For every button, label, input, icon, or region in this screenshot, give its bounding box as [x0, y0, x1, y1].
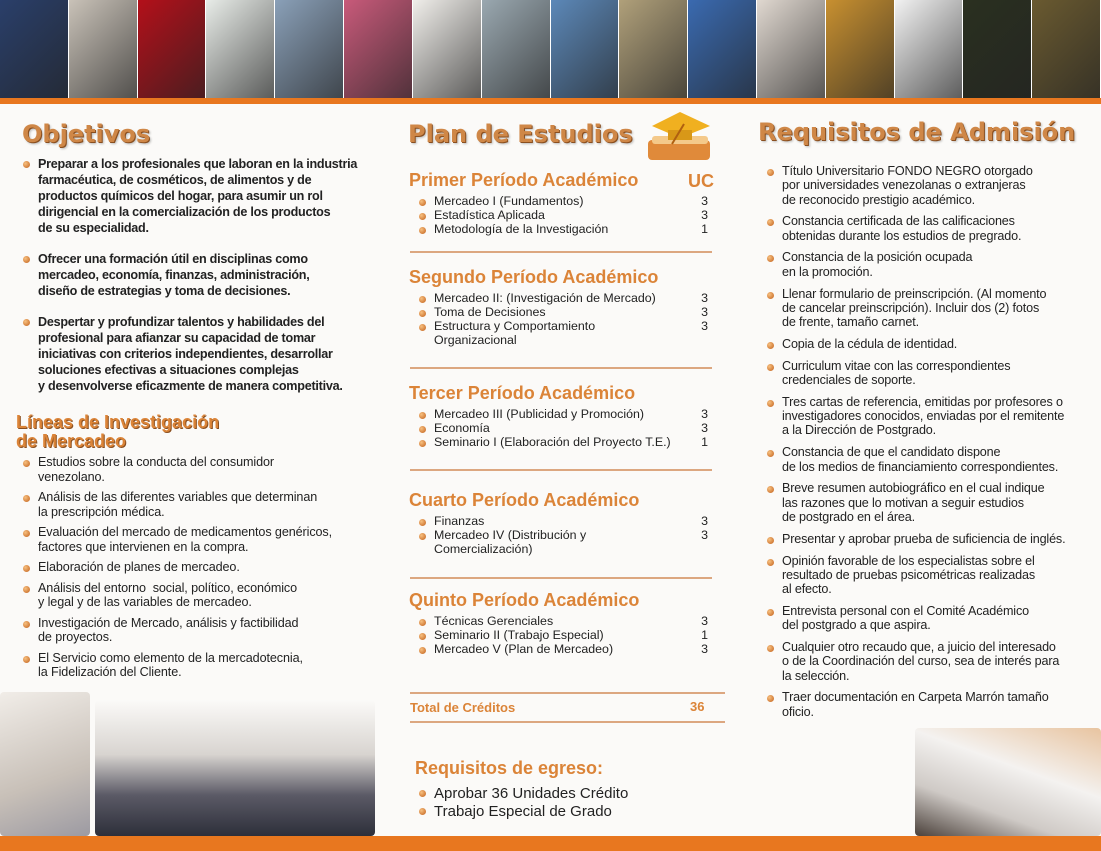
list-item: Estudios sobre la conducta del consumidor venezolano. [22, 455, 401, 484]
course-uc: 3 [701, 194, 708, 208]
course-item [418, 514, 708, 528]
lineas-list [22, 455, 401, 686]
course-name: Mercadeo V (Plan de Mercadeo) [434, 642, 614, 656]
list-item: Ofrecer una formación útil en disciplinas como mercadeo, economía, finanzas, administración, diseño de estrategias y toma de decisiones. [22, 251, 401, 299]
course-name: Economía [434, 421, 490, 435]
period-title: Tercer Período Académico [409, 383, 636, 403]
course-item [418, 642, 708, 656]
period-title: Cuarto Período Académico [409, 490, 640, 510]
course-list [418, 194, 708, 236]
list-item: Aprobar 36 Unidades Crédito [418, 785, 718, 803]
top-orange-bar [0, 98, 1101, 104]
course-uc: 1 [701, 222, 708, 236]
course-name: Mercadeo II: (Investigación de Mercado) [434, 291, 656, 305]
course-item [418, 291, 708, 305]
course-name: Seminario I (Elaboración del Proyecto T.E.) [434, 435, 671, 449]
course-uc: 3 [701, 614, 708, 628]
course-item [418, 421, 708, 435]
header-photo [1032, 0, 1101, 98]
list-item: Evaluación del mercado de medicamentos genéricos, factores que intervienen en la compra. [22, 525, 401, 554]
course-name: Mercadeo I (Fundamentos) [434, 194, 584, 208]
header-photo [895, 0, 964, 98]
header-photo [275, 0, 344, 98]
course-uc: 1 [701, 628, 708, 642]
course-item [418, 222, 708, 236]
header-photo [206, 0, 275, 98]
list-item: Constancia de que el candidato dispone de los medios de financiamiento correspondientes. [766, 445, 1101, 474]
list-item: Preparar a los profesionales que laboran en la industria farmacéutica, de cosméticos, de alimentos y de productos químicos del hogar, para asumir un rol dirigencial en la comercialización de los productos de su especialidad. [22, 156, 401, 236]
course-uc: 3 [701, 407, 708, 421]
divider [410, 251, 712, 253]
course-list [418, 291, 708, 347]
course-list [418, 614, 708, 656]
admision-title: Requisitos de Admisión [758, 118, 1076, 146]
course-item [418, 614, 708, 628]
list-item: Trabajo Especial de Grado [418, 803, 718, 821]
course-item [418, 435, 708, 449]
left-column [16, 120, 401, 686]
list-item: Presentar y aprobar prueba de suficiencia de inglés. [766, 532, 1101, 546]
list-item: Investigación de Mercado, análisis y factibilidad de proyectos. [22, 616, 401, 645]
list-item: Opinión favorable de los especialistas sobre el resultado de pruebas psicométricas realizadas al efecto. [766, 554, 1101, 597]
header-photo-strip [0, 0, 1101, 98]
egreso-title: Requisitos de egreso: [415, 758, 604, 778]
header-photo [757, 0, 826, 98]
header-photo [413, 0, 482, 98]
agenda-writing-photo [915, 728, 1101, 836]
course-item [418, 528, 708, 556]
course-name: Mercadeo IV (Distribución y Comercialización) [434, 528, 587, 556]
list-item: Análisis de las diferentes variables que determinan la prescripción médica. [22, 490, 401, 519]
list-item: Llenar formulario de preinscripción. (Al momento de cancelar preinscripción). Incluir dos (2) fotos de frente, tamaño carnet. [766, 287, 1101, 330]
list-item: Tres cartas de referencia, emitidas por profesores o investigadores conocidos, enviadas por el remitente a la Dirección de Postgrado. [766, 395, 1101, 438]
period-title: Primer Período Académico [409, 170, 639, 190]
list-item: Traer documentación en Carpeta Marrón tamaño oficio. [766, 690, 1101, 719]
course-uc: 1 [701, 435, 708, 449]
course-name: Estructura y Comportamiento Organizacional [434, 319, 596, 347]
header-photo [551, 0, 620, 98]
period-title: Segundo Período Académico [409, 267, 659, 287]
divider [410, 721, 725, 723]
plan-title: Plan de Estudios [408, 120, 633, 148]
header-photo [344, 0, 413, 98]
doctor-photo [0, 692, 90, 836]
header-photo [619, 0, 688, 98]
course-uc: 3 [701, 528, 708, 542]
course-name: Estadística Aplicada [434, 208, 545, 222]
list-item: Título Universitario FONDO NEGRO otorgado por universidades venezolanas o extranjeras de reconocido prestigio académico. [766, 164, 1101, 207]
lineas-title: Líneas de Investigación de Mercadeo [16, 412, 220, 451]
course-item [418, 628, 708, 642]
objetivos-title: Objetivos [22, 120, 151, 148]
admision-list [766, 164, 1101, 727]
course-item [418, 194, 708, 208]
header-photo [688, 0, 757, 98]
uc-header: UC [688, 171, 714, 191]
header-photo [482, 0, 551, 98]
list-item: Elaboración de planes de mercadeo. [22, 560, 401, 575]
course-list [418, 407, 708, 449]
course-uc: 3 [701, 305, 708, 319]
header-photo [963, 0, 1032, 98]
course-uc: 3 [701, 319, 708, 333]
divider [410, 692, 725, 694]
header-photo [0, 0, 69, 98]
course-item [418, 305, 708, 319]
list-item: Curriculum vitae con las correspondientes credenciales de soporte. [766, 359, 1101, 388]
total-credits-value: 36 [690, 699, 705, 714]
course-name: Finanzas [434, 514, 485, 528]
graduation-cap-books-icon [644, 106, 714, 168]
period-title: Quinto Período Académico [409, 590, 640, 610]
list-item: El Servicio como elemento de la mercadotecnia, la Fidelización del Cliente. [22, 651, 401, 680]
list-item: Análisis del entorno social, político, económico y legal y de las variables de mercadeo. [22, 581, 401, 610]
objetivos-list [22, 156, 401, 409]
list-item: Constancia de la posición ocupada en la promoción. [766, 250, 1101, 279]
list-item: Despertar y profundizar talentos y habilidades del profesional para afianzar su capacidad de tomar iniciativas con criterios independientes, desarrollar soluciones efectivas a situaciones complejas y desenvolverse eficazmente de manera competitiva. [22, 314, 401, 394]
header-photo [138, 0, 207, 98]
list-item: Cualquier otro recaudo que, a juicio del interesado o de la Coordinación del curso, sea de interés para la selección. [766, 640, 1101, 683]
course-name: Toma de Decisiones [434, 305, 546, 319]
list-item: Entrevista personal con el Comité Académico del postgrado a que aspira. [766, 604, 1101, 633]
course-item [418, 407, 708, 421]
list-item: Breve resumen autobiográfico en el cual indique las razones que lo motivan a seguir estudios de postgrado en el área. [766, 481, 1101, 524]
egreso-list [418, 785, 718, 821]
course-uc: 3 [701, 421, 708, 435]
course-list [418, 514, 708, 556]
course-item [418, 319, 708, 347]
course-name: Técnicas Gerenciales [434, 614, 554, 628]
course-uc: 3 [701, 208, 708, 222]
bottom-orange-bar [0, 836, 1101, 851]
divider [410, 367, 712, 369]
list-item: Constancia certificada de las calificaciones obtenidas durante los estudios de pregrado. [766, 214, 1101, 243]
course-name: Seminario II (Trabajo Especial) [434, 628, 604, 642]
header-photo [826, 0, 895, 98]
list-item: Copia de la cédula de identidad. [766, 337, 1101, 351]
course-uc: 3 [701, 514, 708, 528]
course-item [418, 208, 708, 222]
divider [410, 469, 712, 471]
divider [410, 577, 712, 579]
header-photo [69, 0, 138, 98]
course-name: Mercadeo III (Publicidad y Promoción) [434, 407, 645, 421]
course-uc: 3 [701, 642, 708, 656]
business-people-photo [95, 700, 375, 836]
total-credits-label: Total de Créditos [410, 700, 516, 715]
course-name: Metodología de la Investigación [434, 222, 609, 236]
course-uc: 3 [701, 291, 708, 305]
